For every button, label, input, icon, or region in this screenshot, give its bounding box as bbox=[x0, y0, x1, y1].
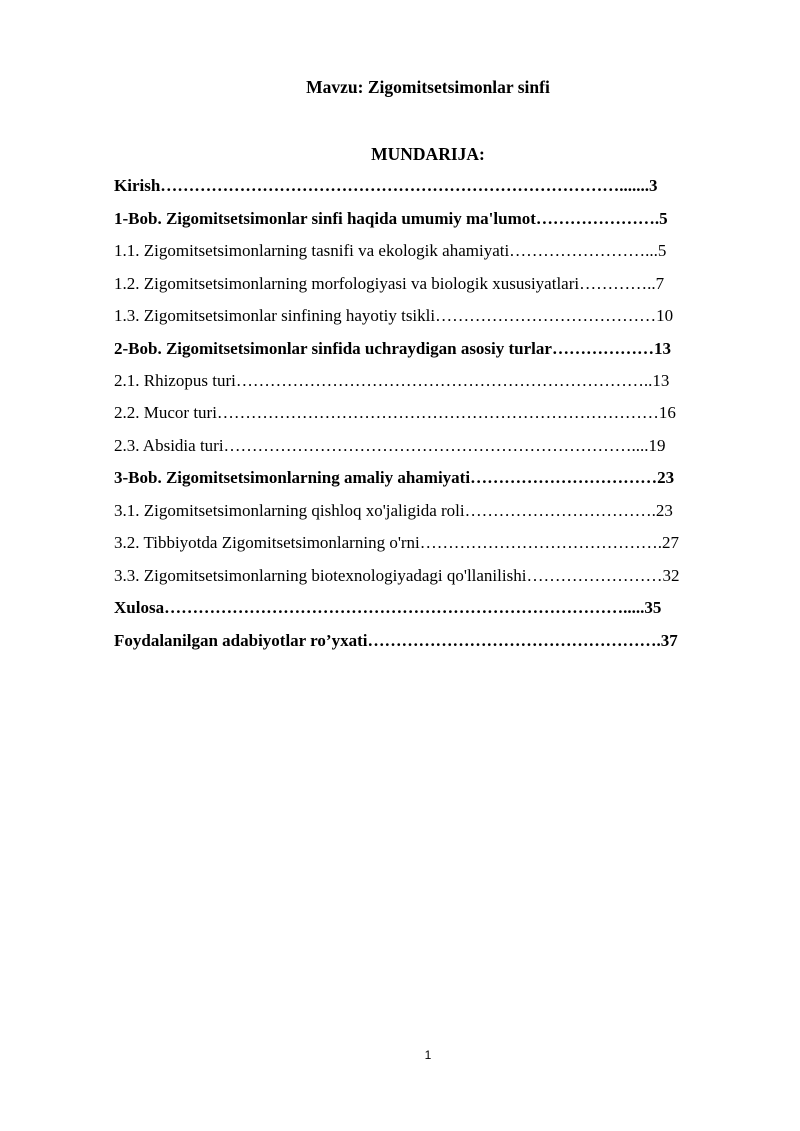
toc-entry-section-1-3: 1.3. Zigomitsetsimonlar sinfining hayotiy tsikli…………………………………10 bbox=[114, 306, 674, 325]
toc-entry-chapter-2: 2-Bob. Zigomitsetsimonlar sinfida uchraydigan asosiy turlar………………13 bbox=[114, 339, 671, 358]
toc-entry-conclusion: Xulosa……………………………………………………………………….....35 bbox=[114, 598, 662, 617]
toc-entry-section-2-3: 2.3. Absidia turi………………………………………………………………....19 bbox=[114, 436, 666, 455]
toc-heading: MUNDARIJA: bbox=[371, 144, 485, 164]
toc-entry-section-3-1: 3.1. Zigomitsetsimonlarning qishloq xo'jaligida roli…………………………….23 bbox=[114, 501, 673, 520]
page-number: 1 bbox=[424, 1048, 432, 1062]
toc-entry-section-2-1: 2.1. Rhizopus turi………………………………………………………………..13 bbox=[114, 371, 670, 390]
toc-entry-section-1-1: 1.1. Zigomitsetsimonlarning tasnifi va ekologik ahamiyati……………………...5 bbox=[114, 241, 667, 260]
toc-entry-chapter-3: 3-Bob. Zigomitsetsimonlarning amaliy ahamiyati……………………………23 bbox=[114, 468, 675, 487]
toc-entry-section-3-2: 3.2. Tibbiyotda Zigomitsetsimonlarning o'rni…………………………………….27 bbox=[114, 533, 680, 552]
toc-entry-chapter-1: 1-Bob. Zigomitsetsimonlar sinfi haqida umumiy ma'lumot………………….5 bbox=[114, 209, 668, 228]
toc-entry-references: Foydalanilgan adabiyotlar ro’yxati…………………………………………….37 bbox=[114, 631, 678, 650]
toc-entry-section-3-3: 3.3. Zigomitsetsimonlarning biotexnologiyadagi qo'llanilishi……………………32 bbox=[114, 566, 680, 585]
document-title: Mavzu: Zigomitsetsimonlar sinfi bbox=[306, 77, 550, 97]
toc-entry-section-2-2: 2.2. Mucor turi……………………………………………………………………16 bbox=[114, 403, 676, 422]
toc-entry-section-1-2: 1.2. Zigomitsetsimonlarning morfologiyasi va biologik xususiyatlari…………..7 bbox=[114, 274, 665, 293]
toc-entry-introduction: Kirish……………………………………………………………………….......3 bbox=[114, 176, 658, 195]
